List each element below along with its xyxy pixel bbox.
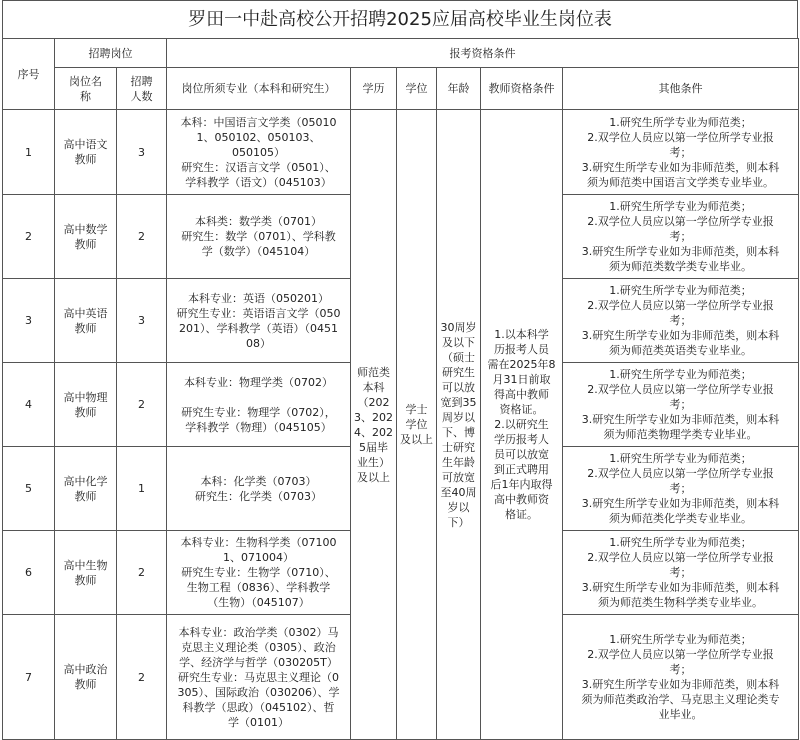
major-line: 本科专业：政治学类（0302）马 <box>178 625 339 639</box>
teacher-cert-line: 格证。 <box>505 508 538 521</box>
education-line: 本科 <box>362 380 385 394</box>
major-line: 学（数学）（045104） <box>201 245 316 258</box>
degree-line: 及以上 <box>400 433 433 446</box>
other-condition-line: 考； <box>669 482 692 495</box>
teacher-cert-line: 后1年内取得 <box>490 478 553 491</box>
education-line: 3、202 <box>354 410 393 424</box>
other-condition-line: 1.研究生所学专业为师范类； <box>609 284 752 297</box>
major-line: 本科：中国语言文学类（05010 <box>180 115 337 129</box>
age-line: 至40周 <box>440 485 477 499</box>
teacher-cert-line: 需在2025年8 <box>487 358 556 371</box>
other-condition-line: 须为师范类物理学类专业毕业。 <box>603 428 758 441</box>
post-name-line: 高中化学 <box>63 474 108 488</box>
row-post-name <box>55 363 117 447</box>
teacher-cert-line: 1.以本科学 <box>494 328 549 341</box>
header-other: 其他条件 <box>563 68 799 110</box>
row-count: 3 <box>117 279 167 363</box>
other-condition-line: 须为师范类政治学、马克思主义理论类专 <box>581 693 780 706</box>
major-line: 研究生专业：马克思主义理论（0 <box>178 670 339 684</box>
header-count-text: 招聘人数 <box>130 74 153 103</box>
header-count <box>117 68 167 110</box>
header-post-name <box>55 68 117 110</box>
other-condition-line: 3.研究生所学专业如为非师范类，则本科 <box>581 160 780 174</box>
major-line: 研究生：化学类（0703） <box>195 489 322 503</box>
age-line: 周岁以 <box>442 410 475 424</box>
other-condition-line: 3.研究生所学专业如为非师范类，则本科 <box>581 245 780 258</box>
row-post-name <box>55 110 117 195</box>
age-line: 士研究 <box>442 440 475 454</box>
row-other <box>563 615 799 740</box>
row-count: 2 <box>117 531 167 615</box>
header-teacher-cert: 教师资格条件 <box>481 68 563 110</box>
post-name-line: 高中政治 <box>63 663 108 676</box>
teacher-cert-line: 高中教师资 <box>494 493 549 506</box>
other-condition-line: 1.研究生所学专业为师范类； <box>609 368 752 381</box>
header-post-name-text: 岗位名称 <box>69 74 102 103</box>
row-other <box>563 110 799 195</box>
degree-line: 学位 <box>405 418 428 431</box>
other-condition-line: 3.研究生所学专业如为非师范类，则本科 <box>581 678 780 691</box>
other-condition-line: 考； <box>669 663 692 676</box>
header-education: 学历 <box>351 68 397 110</box>
major-line: 研究生专业：生物学（0710）、 <box>181 566 336 579</box>
major-line: （生物）（045107） <box>207 596 310 609</box>
teacher-cert-line: 资格证。 <box>499 403 544 416</box>
other-condition-line: 须为师范类化学类专业毕业。 <box>609 512 753 525</box>
row-major <box>167 447 351 531</box>
other-condition-line: 须为师范类数学类专业毕业。 <box>609 260 753 273</box>
major-line: 学科教学（物理）（045105） <box>185 420 332 434</box>
row-post-name <box>55 279 117 363</box>
row-serial: 5 <box>3 447 55 531</box>
row-post-name <box>55 195 117 279</box>
education-line: 业生） <box>357 455 390 469</box>
row-count: 1 <box>117 447 167 531</box>
header-row-2 <box>3 68 799 110</box>
major-line: 学（0101） <box>228 715 289 729</box>
other-condition-line: 须为师范类英语类专业毕业。 <box>609 344 753 357</box>
other-condition-line: 3.研究生所学专业如为非师范类，则本科 <box>581 581 780 594</box>
header-post-group: 招聘岗位 <box>55 39 167 68</box>
row-major <box>167 363 351 447</box>
other-condition-line: 考； <box>669 566 692 579</box>
teacher-cert-line: 历报考人员 <box>494 343 549 356</box>
teacher-cert-line: 月31日前取 <box>492 373 551 386</box>
post-name-line: 教师 <box>74 489 97 503</box>
header-qualification-group: 报考资格条件 <box>167 39 799 68</box>
age-line: 及以下 <box>442 335 475 349</box>
row-major <box>167 195 351 279</box>
other-condition-line: 3.研究生所学专业如为非师范类，则本科 <box>581 329 780 342</box>
row-post-name <box>55 447 117 531</box>
other-condition-line: 1.研究生所学专业为师范类； <box>609 536 752 549</box>
degree-line: 学士 <box>405 403 428 416</box>
row-count: 2 <box>117 615 167 740</box>
row-other <box>563 363 799 447</box>
major-line: 本科：化学类（0703） <box>200 474 317 488</box>
other-condition-line: 3.研究生所学专业如为非师范类，则本科 <box>581 413 780 426</box>
teacher-cert-line: 到正式聘用 <box>494 463 549 476</box>
post-name-line: 高中语文 <box>63 138 108 151</box>
positions-table <box>2 38 799 740</box>
other-condition-line: 考； <box>669 230 692 243</box>
header-serial: 序号 <box>3 39 55 110</box>
teacher-cert-line: 得高中教师 <box>494 388 549 401</box>
major-line: 本科类：数学类（0701） <box>195 215 322 228</box>
teacher-cert-line: 员可以放宽 <box>494 448 549 461</box>
major-line <box>173 390 344 405</box>
major-line: 本科专业：生物科学类（07100 <box>180 536 337 549</box>
row-serial: 2 <box>3 195 55 279</box>
age-line: 30周岁 <box>440 320 477 334</box>
row-major <box>167 531 351 615</box>
other-condition-line: 1.研究生所学专业为师范类； <box>609 633 752 646</box>
post-name-line: 高中生物 <box>63 558 108 572</box>
major-line: 学、经济学与哲学（030205T） <box>179 655 338 669</box>
post-name-line: 教师 <box>74 573 97 587</box>
page-title: 罗田一中赴高校公开招聘2025应届高校毕业生岗位表 <box>2 0 798 38</box>
shared-age <box>437 110 481 740</box>
row-other <box>563 447 799 531</box>
major-line: 08） <box>246 336 271 350</box>
row-other <box>563 279 799 363</box>
teacher-cert-line: 学历报考人 <box>494 433 549 446</box>
major-line: 本科专业：物理学类（0702） <box>184 375 333 389</box>
other-condition-line: 2.双学位人员应以第一学位所学专业报 <box>587 648 774 661</box>
post-name-line: 高中数学 <box>63 222 108 236</box>
other-condition-line: 3.研究生所学专业如为非师范类，则本科 <box>581 497 780 510</box>
major-line: 1、050102、050103、050105） <box>196 130 321 159</box>
age-line: 可以放 <box>442 380 475 394</box>
major-line: 科教学（思政）（045102）、哲 <box>182 700 335 714</box>
other-condition-line: 2.双学位人员应以第一学位所学专业报 <box>587 299 774 312</box>
row-count: 2 <box>117 195 167 279</box>
row-count: 3 <box>117 110 167 195</box>
row-major <box>167 279 351 363</box>
shared-teacher-cert <box>481 110 563 740</box>
education-line: 及以上 <box>357 470 390 484</box>
other-condition-line: 考； <box>669 145 692 159</box>
major-line: 201）、学科教学（英语）（0451 <box>179 321 338 335</box>
major-line: 学科教学（语文）（045103） <box>185 175 332 189</box>
teacher-cert-line: 2.以研究生 <box>494 418 549 431</box>
major-line: 研究生专业：物理学（0702）， <box>181 405 336 419</box>
post-name-line: 教师 <box>74 153 97 166</box>
row-serial: 6 <box>3 531 55 615</box>
education-line: 师范类 <box>357 365 390 379</box>
header-major: 岗位所须专业（本科和研究生） <box>167 68 351 110</box>
major-line: 克思主义理论类（0305）、政治 <box>181 640 336 654</box>
age-line: 研究生 <box>442 365 475 379</box>
post-name-line: 高中物理 <box>63 390 108 404</box>
major-line: 研究生：汉语言文学（0501）、 <box>181 160 336 174</box>
age-line: 岁以 <box>447 500 470 514</box>
row-serial: 3 <box>3 279 55 363</box>
other-condition-line: 业毕业。 <box>658 708 703 721</box>
education-line: 4、202 <box>354 425 393 439</box>
education-line: （202 <box>357 395 390 409</box>
recruitment-sheet <box>2 0 798 740</box>
row-serial: 7 <box>3 615 55 740</box>
shared-degree <box>397 110 437 740</box>
row-major <box>167 615 351 740</box>
age-line: 下、博 <box>442 425 475 439</box>
other-condition-line: 1.研究生所学专业为师范类； <box>609 452 752 465</box>
row-serial: 4 <box>3 363 55 447</box>
other-condition-line: 2.双学位人员应以第一学位所学专业报 <box>587 130 774 144</box>
other-condition-line: 考； <box>669 398 692 411</box>
other-condition-line: 2.双学位人员应以第一学位所学专业报 <box>587 551 774 564</box>
table-row <box>3 110 799 195</box>
age-line: （硕士 <box>442 350 475 364</box>
other-condition-line: 2.双学位人员应以第一学位所学专业报 <box>587 215 774 228</box>
age-line: 生年龄 <box>442 455 475 469</box>
header-degree: 学位 <box>397 68 437 110</box>
other-condition-line: 2.双学位人员应以第一学位所学专业报 <box>587 467 774 480</box>
major-line: 本科专业：英语（050201） <box>188 291 329 305</box>
other-condition-line: 考； <box>669 314 692 327</box>
major-line: 研究生：数学（0701）、学科教 <box>181 230 336 243</box>
other-condition-line: 1.研究生所学专业为师范类； <box>609 200 752 213</box>
row-other <box>563 531 799 615</box>
major-line: 305）、国际政治（030206）、学 <box>177 685 340 699</box>
post-name-line: 教师 <box>74 237 97 251</box>
age-line: 宽到35 <box>440 395 477 409</box>
row-count: 2 <box>117 363 167 447</box>
row-major <box>167 110 351 195</box>
major-line: 生物工程（0836）、学科教学 <box>186 581 331 594</box>
row-serial: 1 <box>3 110 55 195</box>
major-line: 1、071004） <box>223 551 294 564</box>
post-name-line: 高中英语 <box>63 306 108 320</box>
post-name-line: 教师 <box>74 678 97 691</box>
post-name-line: 教师 <box>74 405 97 419</box>
other-condition-line: 2.双学位人员应以第一学位所学专业报 <box>587 383 774 396</box>
header-age: 年龄 <box>437 68 481 110</box>
shared-education <box>351 110 397 740</box>
education-line: 5届毕 <box>359 440 388 454</box>
post-name-line: 教师 <box>74 321 97 335</box>
age-line: 可放宽 <box>442 470 475 484</box>
other-condition-line: 须为师范类中国语言文学类专业毕业。 <box>587 175 775 189</box>
row-post-name <box>55 531 117 615</box>
other-condition-line: 1.研究生所学专业为师范类； <box>609 115 752 129</box>
row-post-name <box>55 615 117 740</box>
header-row-1 <box>3 39 799 68</box>
major-line: 研究生专业：英语语言文学（050 <box>176 306 341 320</box>
other-condition-line: 须为师范类生物科学类专业毕业。 <box>598 596 764 609</box>
age-line: 下） <box>447 515 470 529</box>
row-other <box>563 195 799 279</box>
